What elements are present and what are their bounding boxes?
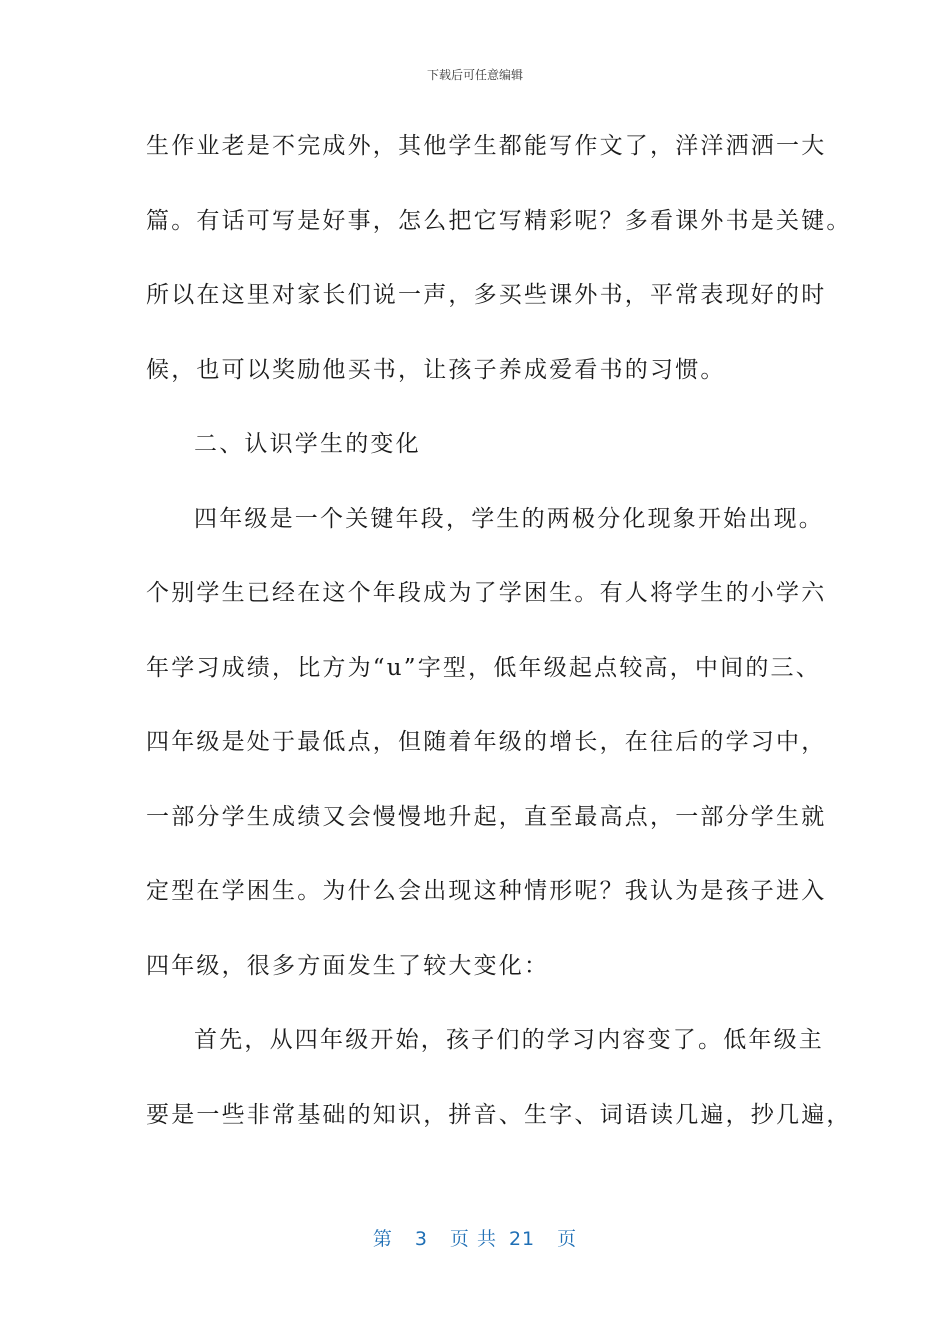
body-line: 要是一些非常基础的知识，拼音、生字、词语读几遍，抄几遍， — [146, 1101, 852, 1128]
section-heading: 二、认识学生的变化 — [194, 431, 421, 457]
body-line: 一部分学生成绩又会慢慢地升起，直至最高点，一部分学生就 — [146, 803, 827, 830]
body-line: 篇。有话可写是好事，怎么把它写精彩呢？多看课外书是关键。 — [146, 207, 852, 234]
page-header-note: 下载后可任意编辑 — [426, 68, 523, 82]
body-line: 生作业老是不完成外，其他学生都能写作文了，洋洋洒洒一大 — [146, 133, 827, 159]
body-line: 定型在学困生。为什么会出现这种情形呢？我认为是孩子进入 — [146, 878, 827, 904]
footer-prefix: 第 — [372, 1228, 393, 1250]
page-footer — [0, 1224, 950, 1251]
body-line: 首先，从四年级开始，孩子们的学习内容变了。低年级主 — [194, 1027, 824, 1053]
footer-total-pages: 21 — [508, 1228, 536, 1250]
body-line: 四年级是处于最低点，但随着年级的增长，在往后的学习中， — [146, 729, 827, 755]
footer-middle: 页 共 — [449, 1228, 497, 1250]
body-line: 四年级，很多方面发生了较大变化： — [146, 952, 550, 979]
footer-current-page: 3 — [414, 1228, 428, 1250]
body-line: 所以在这里对家长们说一声，多买些课外书，平常表现好的时 — [146, 282, 827, 308]
body-line: 个别学生已经在这个年段成为了学困生。有人将学生的小学六 — [146, 580, 827, 606]
body-line: 候，也可以奖励他买书，让孩子养成爱看书的习惯。 — [146, 356, 726, 383]
document-body — [146, 128, 852, 1171]
body-line: 四年级是一个关键年段，学生的两极分化现象开始出现。 — [194, 505, 824, 532]
footer-suffix: 页 — [557, 1228, 578, 1250]
body-line: 年学习成绩，比方为“u”字型，低年级起点较高，中间的三、 — [146, 654, 821, 681]
